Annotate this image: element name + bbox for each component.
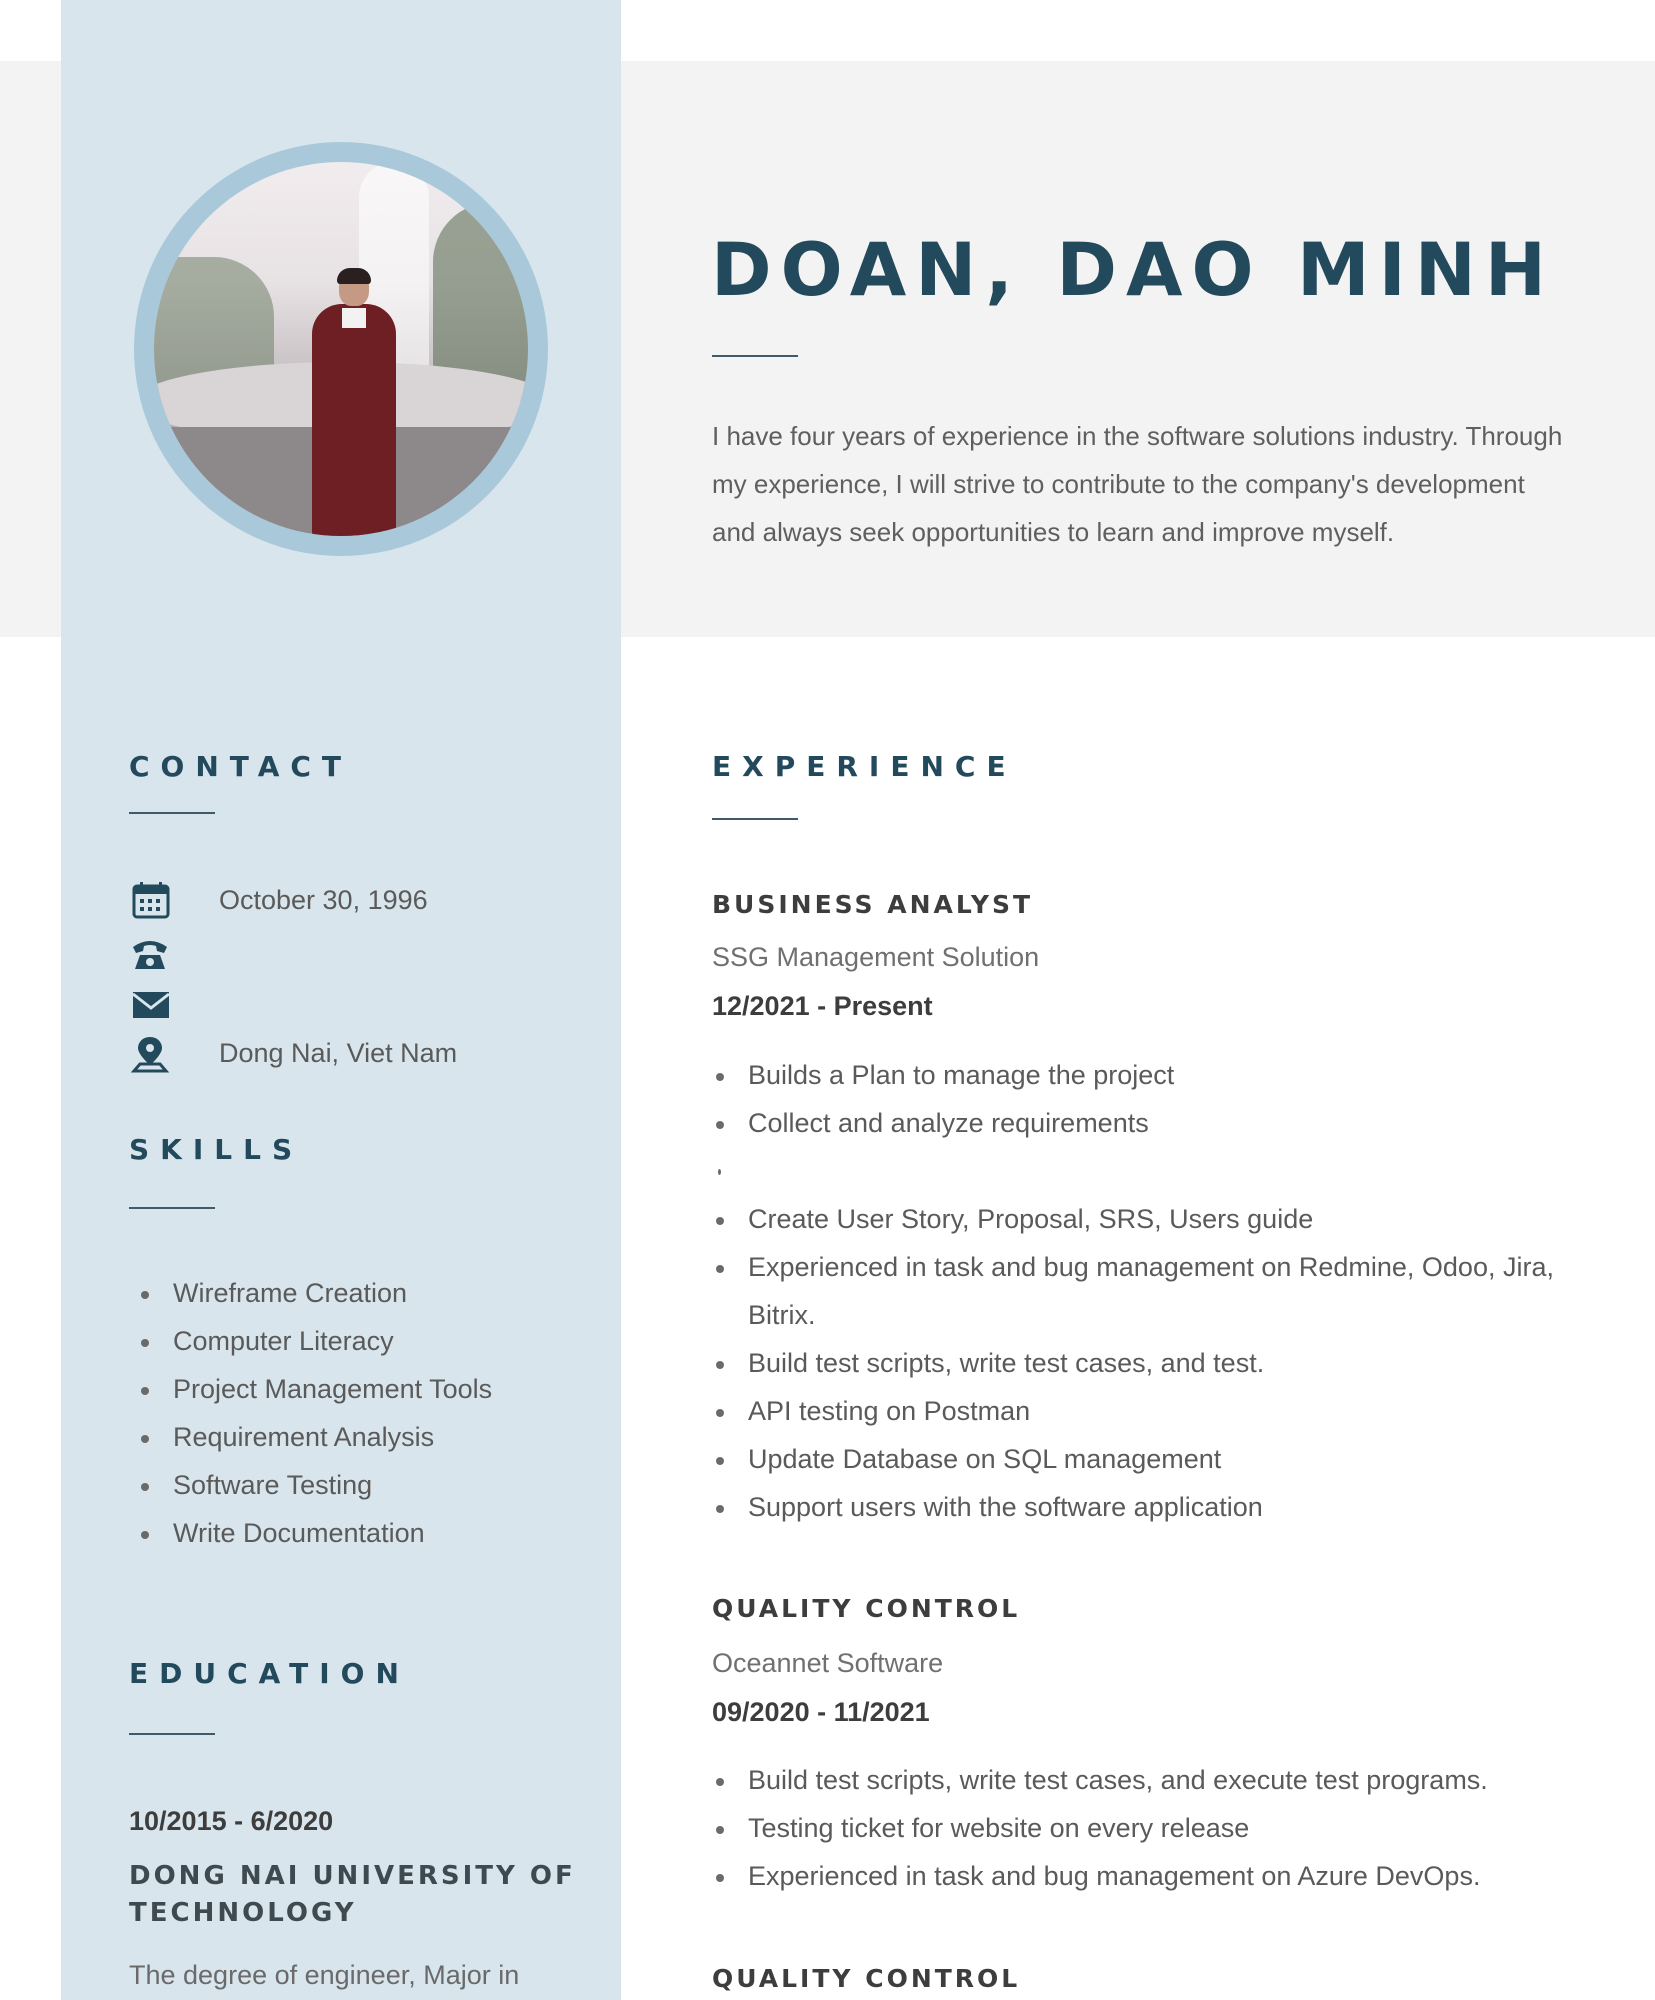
- job-period: 12/2021 - Present: [712, 991, 933, 1021]
- education-school: DONG NAI UNIVERSITY OF TECHNOLOGY: [129, 1861, 576, 1928]
- job-company: SSG Management Solution: [712, 942, 1040, 972]
- list-item: Builds a Plan to manage the project: [712, 1051, 1572, 1099]
- job-title: QUALITY CONTROL: [712, 1964, 1021, 1993]
- job-period: 09/2020 - 11/2021: [712, 1697, 930, 1727]
- job-title: BUSINESS ANALYST: [712, 890, 1034, 919]
- job-title: QUALITY CONTROL: [712, 1594, 1021, 1623]
- list-item: Computer Literacy: [137, 1317, 597, 1365]
- list-item: Testing ticket for website on every release: [712, 1804, 1572, 1852]
- email-icon: [128, 984, 172, 1024]
- list-item: Build test scripts, write test cases, and test.: [712, 1339, 1572, 1387]
- list-item: Collect and analyze requirements: [712, 1099, 1572, 1147]
- list-item: Experienced in task and bug management on Azure DevOps.: [712, 1852, 1572, 1900]
- job-duties-list: [712, 1756, 1572, 1900]
- skills-list: [137, 1269, 597, 1557]
- contact-email: [128, 982, 608, 1026]
- list-item: Wireframe Creation: [137, 1269, 597, 1317]
- experience-heading: EXPERIENCE: [712, 750, 1017, 783]
- skills-divider: [129, 1207, 215, 1209]
- experience-divider: [712, 818, 798, 820]
- skills-heading: SKILLS: [129, 1133, 304, 1166]
- contact-divider: [129, 812, 215, 814]
- contact-location: Dong Nai, Viet Nam: [128, 1032, 608, 1076]
- education-period: 10/2015 - 6/2020: [129, 1806, 334, 1836]
- list-item: Support users with the software application: [712, 1483, 1572, 1531]
- list-item: Requirement Analysis: [137, 1413, 597, 1461]
- list-item: Build test scripts, write test cases, and execute test programs.: [712, 1756, 1572, 1804]
- candidate-name: DOAN, DAO MINH: [711, 228, 1555, 313]
- contact-birthday: October 30, 1996: [128, 879, 608, 923]
- list-item: Project Management Tools: [137, 1365, 597, 1413]
- list-item: Experienced in task and bug management on Redmine, Odoo, Jira, Bitrix.: [712, 1243, 1572, 1339]
- profile-summary: I have four years of experience in the software solutions industry. Through my experience, I will strive to contribute to the company's development and always seek opportunities to learn and improve myself.: [712, 421, 1563, 547]
- location-icon: [128, 1034, 172, 1074]
- job-company: Oceannet Software: [712, 1648, 944, 1678]
- list-item: Write Documentation: [137, 1509, 597, 1557]
- list-item: Software Testing: [137, 1461, 597, 1509]
- job-duties-list: [712, 1051, 1572, 1531]
- name-divider: [712, 355, 798, 357]
- education-description: The degree of engineer, Major in: [129, 1960, 520, 1990]
- profile-photo: [134, 142, 548, 556]
- calendar-icon: [128, 881, 172, 921]
- list-item: Update Database on SQL management: [712, 1435, 1572, 1483]
- list-item: [712, 1147, 1572, 1195]
- education-heading: EDUCATION: [129, 1657, 410, 1690]
- contact-heading: CONTACT: [129, 750, 353, 783]
- education-divider: [129, 1733, 215, 1735]
- list-item: API testing on Postman: [712, 1387, 1572, 1435]
- phone-icon: [128, 933, 172, 973]
- contact-phone: [128, 931, 608, 975]
- list-item: Create User Story, Proposal, SRS, Users guide: [712, 1195, 1572, 1243]
